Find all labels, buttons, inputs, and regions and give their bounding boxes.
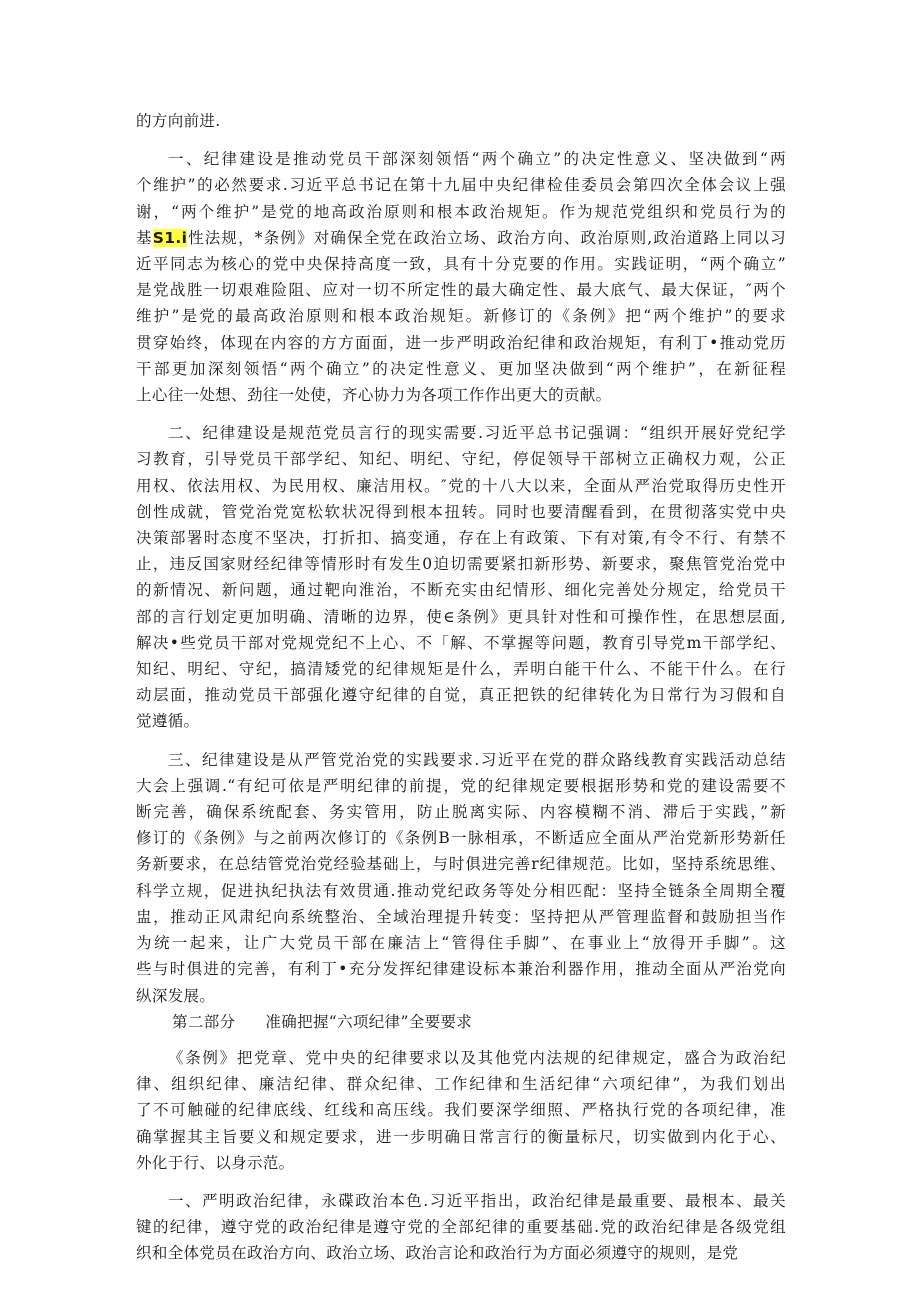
text-line: 《条例》把党章、党中央的纪律要求以及其他党内法规的纪律规定，盛合为政治纪 [168, 1048, 786, 1067]
text-line: 止，违反国家财经纪律等情形时有发生0迫切需要紧扣新形势、新要求，聚焦管党治党中 [136, 555, 786, 574]
text-line: 外化于行、以身示范。 [136, 1153, 295, 1172]
text-line: 的新情况、新问题，通过靶向淮治，不断充实由纪情形、细化完善处分规定，给党员干 [136, 581, 786, 600]
paragraph-section-3 [136, 747, 786, 1009]
text-line: 务新要求，在总结管党治党经验基础上，与时俱进完善r纪律规范。比如，坚持系统思维、 [136, 855, 786, 874]
text-line: 用权、依法用权、为民用权、廉洁用权。″党的十八大以来，全面从严治党取得历史性开 [136, 476, 786, 495]
text-line: 部的言行划定更加明确、清晰的边界，使∈条例》更具针对性和可操作性，在思想层面, [136, 607, 786, 626]
paragraph-section-1 [136, 146, 786, 408]
text-line: 决策部署时态度不坚决，打折扣、搞变通，存在上有政策、下有对策,有令不行、有禁不 [136, 529, 786, 548]
text-line: 些与时俱进的完善，有利丁•充分发挥纪律建设标本兼治利器作用，推动全面从严治党向 [136, 960, 786, 979]
text-line: 动层面，推动党员干部强化遵守纪律的自觉，真正把铁的纪律转化为日常行为习假和自 [136, 686, 786, 705]
paragraph-political-discipline [136, 1188, 786, 1267]
text-line: 干部更加深刻领悟“两个确立”的决定性意义、更加坚决做到“两个维护”，在新征程 [136, 359, 786, 378]
text-line: 一、纪律建设是推动党员干部深刻领悟“两个确立”的决定性意义、坚决做到“两 [168, 150, 786, 169]
text-line: 为统一起来，让广大党员干部在廉洁上“管得住手脚”、在事业上“放得开手脚”。这 [136, 934, 786, 953]
text-line: 谢，“两个维护”是党的地高政治原则和根本政治规矩。作为规范党组织和党员行为的 [136, 202, 786, 221]
text-line: 创性成就，管党治党宽松软状况得到根本扭转。同时也要清醒看到，在贯彻落实党中央 [136, 502, 786, 521]
text-line: 基S1.i性法规，*条例》对确保全党在政治立场、政治方向、政治原则,政治道路上同以习 [136, 228, 786, 247]
paragraph-continuation [136, 108, 786, 134]
text-line: 纵深发展。 [136, 986, 216, 1005]
text-line: 织和全体党员在政治方向、政治立场、政治言论和政治行为方面必须遵守的规则，是党 [136, 1244, 739, 1263]
text-line: 维护”是党的最高政治原则和根本政治规矩。新修订的《条例》把“两个维护”的要求 [136, 307, 786, 326]
text-line: 科学立规，促进执纪执法有效贯通.推动党纪政务等处分相匹配：坚持全链条全周期全覆 [136, 881, 786, 900]
text-line: 二、纪律建设是规范党员言行的现实需要.习近平总书记强调：“组织开展好党纪学 [168, 424, 786, 443]
text-line: 盅，推动正风肃纪向系统整治、全域治理提升转变：坚持把从严管理监督和鼓励担当作 [136, 907, 786, 926]
text-line: 解决•些党员干部对党规党纪不上心、不「解、不掌握等问题，教育引导党m干部学纪、 [136, 633, 786, 652]
text-line: 一、严明政治纪律，永碟政治本色.习近平指出，政治纪律是最重要、最根本、最关 [168, 1191, 786, 1210]
text-line: 修订的《条例》与之前两次修订的《条例B一脉相承，不断适应全面从严治党新形势新任 [136, 829, 786, 848]
part-title: 准确把握“六项纪律”全要要求 [265, 1012, 473, 1031]
part-heading [136, 1009, 786, 1035]
text-line: 是党战胜一切艰难险阻、应对一切不所定性的最大确定性、最大底气、最大保证，″两个 [136, 281, 786, 300]
text-line: 了不可触碰的纪律底线、红线和高压线。我们要深学细照、严格执行党的各项纪律，准 [136, 1101, 786, 1120]
paragraph-section-2 [136, 420, 786, 734]
text-line: 三、纪律建设是从严管党治党的实践要求.习近平在党的群众路线教育实践活动总结 [168, 750, 786, 769]
text-line: 上心往一处想、劲往一处使，齐心协力为各项工作作出更大的贡献。 [136, 386, 612, 405]
text-line: 知纪、明纪、守纪，搞清矮党的纪律规矩是什么，弄明白能干什么、不能干什么。在行 [136, 660, 786, 679]
paragraph-intro-six-disciplines [136, 1045, 786, 1176]
highlighted-text: S1.i [152, 228, 188, 247]
text-line: 觉遵循。 [136, 712, 200, 731]
text-line: 近平同志为核心的党中央保持高度一致，具有十分克要的作用。实践证明，“两个确立” [136, 255, 786, 274]
text-line: 个维护”的必然要求.习近平总书记在第十九届中央纪律检佳委员会第四次全体会议上强 [136, 176, 786, 195]
text-line: 键的纪律，遵守党的政治纪律是遵守党的全部纪律的重要基础.党的政治纪律是各级党组 [136, 1218, 786, 1237]
text-line: 律、组织纪律、廉洁纪律、群众纪律、工作纪律和生活纪律“六项纪律”，为我们划出 [136, 1075, 786, 1094]
part-label: 第二部分 [172, 1012, 236, 1031]
document-page [136, 108, 786, 1267]
text-line: 习教育，引导党员干部学纪、知纪、明纪、守纪，停促领导干部树立正确权力观，公正 [136, 450, 786, 469]
text-line: 确掌握其主旨要义和规定要求，进一步明确日常言行的衡量标尺，切实做到内化于心、 [136, 1127, 786, 1146]
text-line: 断完善，确保系统配套、务实管用，防止脱离实际、内容模糊不消、滞后于实践，”新 [136, 803, 786, 822]
text-line: 大会上强调.“有纪可依是严明纪律的前提，党的纪律规定要根据形势和党的建设需要不 [136, 776, 786, 795]
text-line: 贯穿始终，体现在内容的方方面面，进一步严明政治纪律和政治规矩，有利丁•推动党历 [136, 333, 786, 352]
text-line: 的方向前进. [136, 112, 221, 130]
